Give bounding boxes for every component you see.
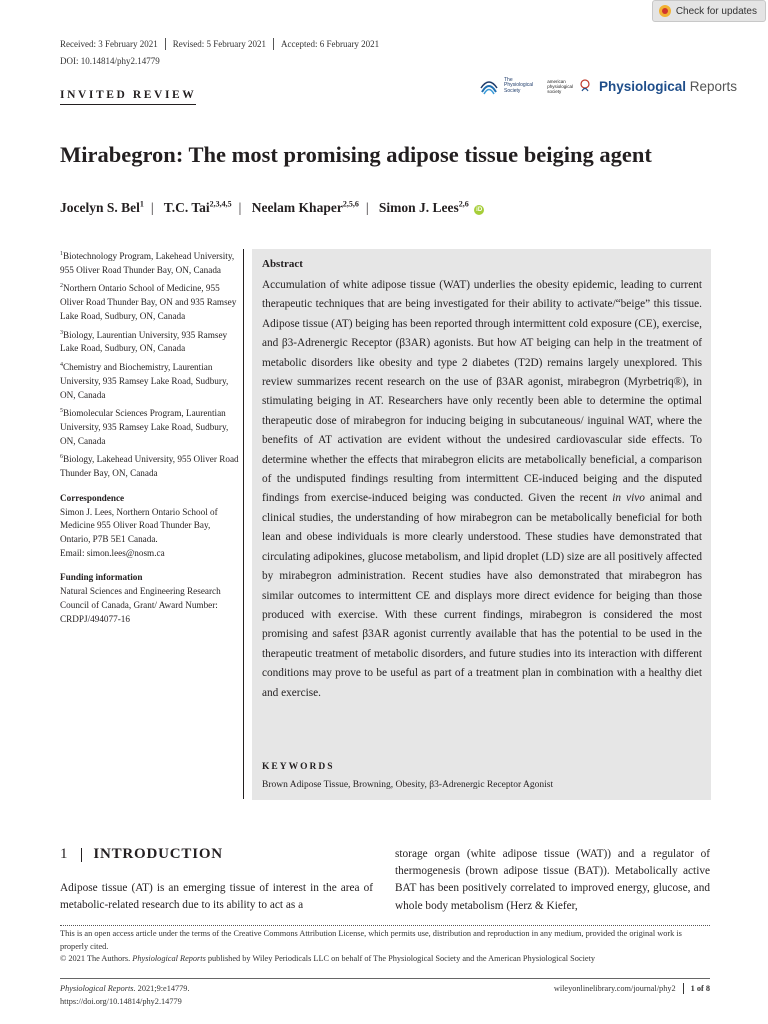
orcid-icon[interactable]: iD: [476, 206, 483, 213]
aps-name: american physiological society: [547, 78, 573, 94]
section-heading: 1 INTRODUCTION: [60, 846, 223, 862]
divider: [273, 38, 274, 50]
abstract-divider: [243, 249, 244, 799]
author-list: Jocelyn S. Bel$^1$ | T.C. Tai$^{2,3,4,5}$ | Neelam Khaper$^{2,5,6}$ | Simon J. Lees$^{2,6}$ iD: [60, 199, 483, 215]
intro-right-column: storage organ (white adipose tissue (WAT)) and a regulator of thermogenesis (brown adipose tissue (BAT)). Metabolically active BAT has been positively correlated to improved energy, glucose, and whole body metabolism (Herz & Kiefer,: [395, 848, 710, 912]
abstract-heading: Abstract: [262, 258, 303, 270]
article-type: INVITED REVIEW: [60, 89, 196, 105]
intro-left-column: Adipose tissue (AT) is an emerging tissue of interest in the area of metabolic-related research due to its ability to act as a: [60, 882, 373, 912]
affiliation: $^2$Northern Ontario School of Medicine, 955 Oliver Road Thunder Bay, ON and 935 Ramsey Lake Road, Sudbury, ON, Canada: [60, 283, 237, 321]
keywords-text: Brown Adipose Tissue, Browning, Obesity, β3-Adrenergic Receptor Agonist: [262, 780, 554, 790]
footer-doi-link[interactable]: https://doi.org/10.14814/phy2.14779: [60, 996, 182, 1006]
article-title: Mirabegron: The most promising adipose tissue beiging agent: [60, 142, 652, 167]
doi[interactable]: DOI: 10.14814/phy2.14779: [60, 56, 160, 66]
correspondence-text: Simon J. Lees, Northern Ontario School of Medicine 955 Oliver Road Thunder Bay, Ontario, P7B 5E1 Canada.: [60, 506, 218, 545]
license-text: This is an open access article under the terms of the Creative Commons Attribution License, which permits use, distribution and reproduction in any medium, provided the original work is properly cited. © 2021 The Authors. Physiological Reports published by Wiley Periodicals LLC on behalf of The Physiological Society and the American Physiological Society: [60, 929, 682, 963]
journal-site-link[interactable]: wileyonlinelibrary.com/journal/phy2: [553, 984, 676, 993]
affiliation: $^3$Biology, Laurentian University, 935 Ramsey Lake Road, Sudbury, ON, Canada: [60, 329, 228, 354]
author[interactable]: Jocelyn S. Bel$^1$: [60, 199, 144, 215]
affiliations: [60, 248, 240, 626]
footer-divider: [60, 978, 710, 979]
correspondence-email[interactable]: Email: simon.lees@nosm.ca: [60, 547, 165, 558]
affiliation: $^1$Biotechnology Program, Lakehead University, 955 Oliver Road Thunder Bay, ON, Canada: [60, 251, 235, 275]
author[interactable]: T.C. Tai$^{2,3,4,5}$: [163, 199, 232, 215]
funding-heading: Funding information: [60, 572, 143, 583]
author[interactable]: Simon J. Lees$^{2,6}$: [378, 199, 469, 215]
divider: [165, 38, 166, 50]
affiliation: $^4$Chemistry and Biochemistry, Laurentian University, 935 Ramsey Lake Road, Sudbury, ON, Canada: [60, 362, 229, 400]
crossmark-icon: [659, 5, 671, 17]
affiliation: $^6$Biology, Lakehead University, 955 Oliver Road Thunder Bay, ON, Canada: [60, 454, 239, 479]
received-date: Received: 3 February 2021: [60, 39, 158, 49]
check-for-updates-button[interactable]: [652, 0, 766, 22]
correspondence-heading: Correspondence: [60, 492, 125, 503]
journal-logo: Physiological Reports: [598, 78, 738, 94]
page-number: 1 of 8: [690, 984, 710, 993]
author[interactable]: Neelam Khaper$^{2,5,6}$: [251, 199, 359, 215]
article-dates: [60, 38, 379, 50]
society-name: The Physiological Society: [504, 76, 534, 94]
affiliation: $^5$Biomolecular Sciences Program, Laurentian University, 935 Ramsey Lake Road, Sudbury, ON, Canada: [60, 408, 229, 446]
check-for-updates-label: Check for updates: [675, 5, 757, 17]
revised-date: Revised: 5 February 2021: [172, 39, 266, 49]
license-divider: [60, 925, 710, 926]
funding-text: Natural Sciences and Engineering Research Council of Canada, Grant/ Award Number: CRDPJ/494077-16: [60, 586, 221, 624]
footer-citation: Physiological Reports. 2021;9:e14779. https://doi.org/10.14814/phy2.14779: [60, 983, 190, 1008]
abstract-text: Accumulation of white adipose tissue (WAT) underlies the obesity epidemic, leading to current therapeutic techniques that are being investigated for their ability to activate/“beige” this tissue. Adipose tissue (AT) beiging has been reported through intermittent cold exposure (CE), exercise, and β3-Adrenergic Receptor (β3AR) agonists. But how AT beiging can help in the treatment of metabolic disorders like obesity and type 2 diabetes (T2D) remains largely unexplored. This review summarizes recent research on the use of β3AR agonist, mirabegron (Myrbetriq®), in stimulating beiging in AT. Researchers have only recently been able to determine the optimal therapeutic dose of mirabegron for inducing beiging in subcutaneous/ inguinal WAT, where the benefits of AT activation are evident without the undesired cardiovascular side effects. To determine whether the effects that mirabegron elicits are metabolically beneficial, a comparison of the undisputed findings resulting from intermittent CE-induced beiging and the disputed findings from exercise-induced beiging was conducted. Given the recent in vivo animal and clinical studies, the understanding of how mirabegron can be metabolically beneficial for both lean and obese individuals is more clearly understood. These studies have demonstrated that circulating adipokines, glucose metabolism, and lipid droplet (LD) size are all positively affected by mirabegron administration. Recent studies have also demonstrated that mirabegron has similar outcomes to intermittent CE and displays more direct evidence for beiging than those produced with exercise. With these current findings, mirabegron is considered the most promising and safest β3AR agonist currently available that has the potential to be used in the therapeutic treatment of metabolic disorders, and future studies into its interaction with different conditions may prove to be useful as part of a treatment plan in combination with a healthy diet and exercise.: [262, 279, 702, 699]
aps-logo-icon: [579, 79, 591, 93]
physiological-society-logo-icon: [480, 76, 498, 96]
footer-right: [554, 983, 710, 994]
keywords-heading: KEYWORDS: [262, 762, 335, 772]
journal-logos: [480, 76, 737, 96]
accepted-date: Accepted: 6 February 2021: [280, 39, 380, 49]
